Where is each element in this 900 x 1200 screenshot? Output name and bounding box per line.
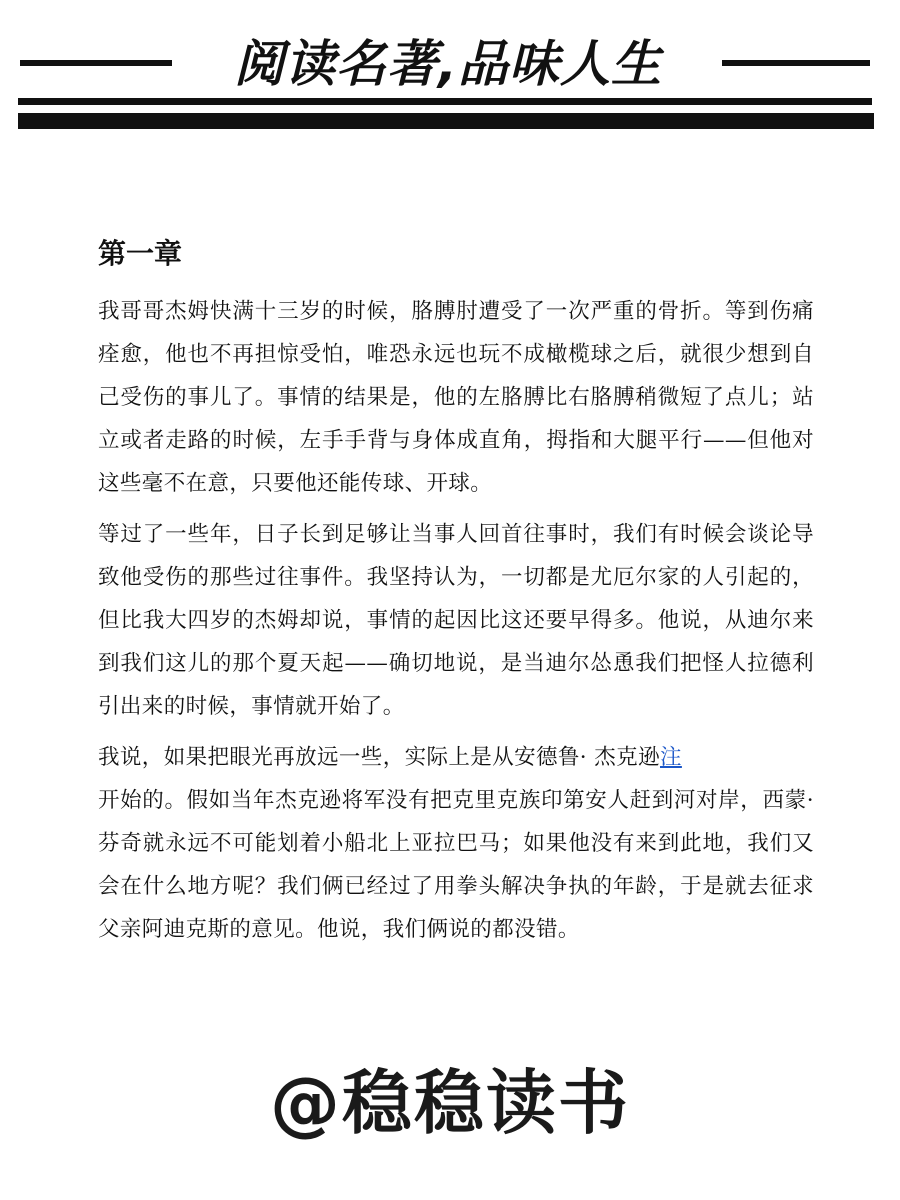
banner-title: 阅读名著,品味人生 (234, 35, 662, 93)
chapter-title: 第一章 (98, 237, 183, 270)
footer-signature: @稳稳读书 (270, 1062, 630, 1144)
header-banner (0, 0, 900, 140)
footnote-link[interactable]: 注 (659, 745, 682, 770)
header-bar-thin (18, 98, 872, 105)
paragraph-3 (98, 736, 814, 951)
banner-rule-right (722, 60, 870, 66)
header-bar-thick (18, 113, 874, 129)
chapter-content (98, 232, 814, 959)
paragraph-3-end: 开始的。假如当年杰克逊将军没有把克里克族印第安人赶到河对岸，西蒙· 芬奇就永远不可能划着小船北上亚拉巴马；如果他没有来到此地，我们又会在什么地方呢？我们俩已经过了用拳头解决争执的年龄，于是就去征求父亲阿迪克斯的意见。他说，我们俩说的都没错。 (98, 788, 814, 942)
paragraph-3-start: 我说，如果把眼光再放远一些，实际上是从安德鲁· 杰克逊 (98, 745, 660, 770)
paragraph-1: 我哥哥杰姆快满十三岁的时候，胳膊肘遭受了一次严重的骨折。等到伤痛痊愈，他也不再担惊受怕，唯恐永远也玩不成橄榄球之后，就很少想到自己受伤的事儿了。事情的结果是，他的左胳膊比右胳膊稍微短了点儿；站立或者走路的时候，左手手背与身体成直角，拇指和大腿平行——但他对这些毫不在意，只要他还能传球、开球。 (98, 299, 814, 496)
banner-rule-left (20, 60, 172, 66)
paragraph-2: 等过了一些年，日子长到足够让当事人回首往事时，我们有时候会谈论导致他受伤的那些过往事件。我坚持认为，一切都是尤厄尔家的人引起的，但比我大四岁的杰姆却说，事情的起因比这还要早得多。他说，从迪尔来到我们这儿的那个夏天起——确切地说，是当迪尔怂恿我们把怪人拉德利引出来的时候，事情就开始了。 (98, 522, 814, 719)
